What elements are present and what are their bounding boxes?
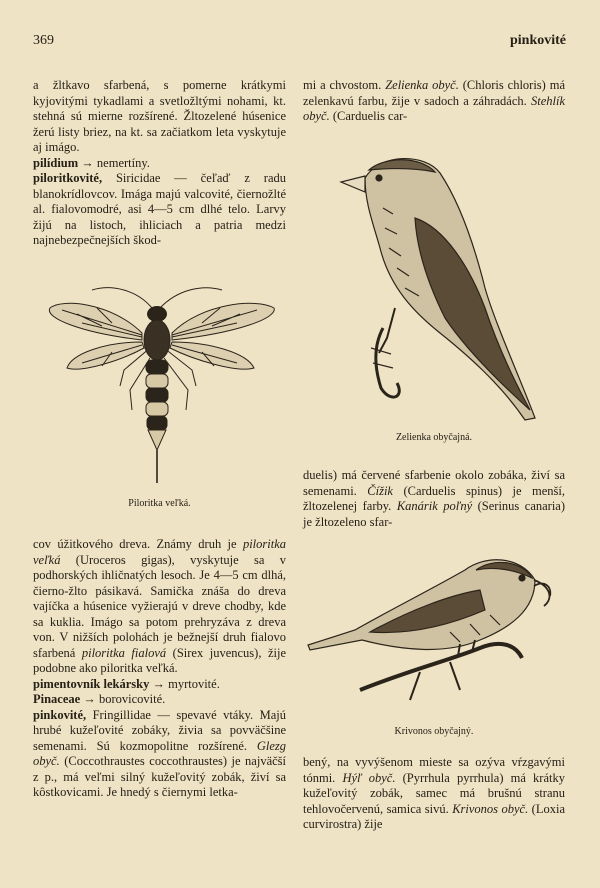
text-run: Fringillidae — spevavé vtáky. Majú hrubé kužeľovité zobáky, živia sa povväčšine semenami. Sú kozmopolitne rozšírené. [33, 707, 287, 753]
paragraph-continuation: a žltkavo sfarbená, s pomerne krátkymi kyjovitými tykadlami a svetložltými nohami, kt. stehná sú mierne rozšírené. Žltozelené húsenice žerú listy briez, na kt. sa začiatkom leta vyskytuje aj imágo. [33, 78, 286, 154]
wasp-illustration [42, 278, 282, 488]
right-column-lower-text [303, 755, 565, 833]
species-name: Glezg obyč. [33, 738, 286, 768]
text-run: (Uroceros gigas), vyskytuje sa v podhorských ihličnatých lesoch. Je 4—5 cm dlhá, čierno-žlto pásikavá. Samička znáša do dreva vajíčka a húsenice vyžierajú v dreve chodby, kde sa kuklia. Imágo sa potom prehryzáva z dreva von. V nižších polohách je bežnejší druh fialovo sfarbená [33, 552, 287, 660]
species-name: Zelienka obyč. [385, 78, 459, 92]
text-run: (Serinus canaria) je žltozeleno sfar- [303, 499, 566, 529]
species-name: Hýľ obyč. [342, 770, 396, 785]
species-name: Stehlík obyč. [303, 93, 565, 123]
entry-term: Pinaceae [33, 692, 81, 706]
text-run: (Coccothraustes coccothraustes) je najväčší z p., má veľmi silný kužeľovitý zobák, živí sa kôstkovicami. Je hnedý s čiernymi letka- [33, 754, 287, 799]
page-number: 369 [33, 33, 54, 48]
entry-term: piloritkovité, [33, 171, 103, 185]
text-run: cov úžitkového dreva. Známy druh je [33, 537, 237, 551]
wasp-drawing [42, 278, 282, 488]
entry-term: pinkovité, [33, 707, 87, 722]
figure-caption-crossbill: Krivonos obyčajný. [394, 726, 474, 737]
entry-term: pilídium [33, 155, 79, 170]
species-name: piloritka fialová [81, 645, 167, 660]
text-run: (Chloris chloris) má zelenkavú farbu, žije v sadoch a záhradách. [303, 78, 565, 108]
entry-term: pimentovník lekársky [33, 676, 150, 691]
species-name: Krivonos obyč. [452, 801, 529, 816]
entry-pilidium [33, 156, 286, 172]
entry-text: → nemertíny. [81, 155, 150, 170]
species-name: Kanárik poľný [396, 499, 473, 513]
entry-text: Siricidae — čeľaď z radu blanokrídlovcov. Imága majú valcovité, čiernožlté al. fialovomodré, asi 4—5 cm dlhé telo. Larvy žijú na listoch, ihliciach a patria medzi najnebezpečnejších škod- [33, 171, 286, 247]
figure-caption-greenfinch: Zelienka obyčajná. [395, 432, 473, 443]
paragraph-uroceros [33, 537, 286, 677]
greenfinch-drawing [335, 148, 545, 428]
entry-pinkovite [33, 708, 286, 801]
entry-pimentovnik [33, 677, 286, 693]
figure-caption-wasp: Piloritka veľká. [128, 498, 191, 509]
paragraph-ciziik [303, 468, 565, 530]
right-column-upper-text [303, 78, 565, 125]
text-run: mi a chvostom. [303, 78, 382, 92]
right-column-middle-text [303, 468, 565, 530]
entry-text: → borovicovité. [83, 692, 166, 706]
left-column-upper-text [33, 78, 286, 249]
text-run: (Pyrrhula pyrrhula) má krátky kužeľovitý zobák, samec má brušnú stranu tehlovočervenú, samica sivú. [303, 770, 565, 816]
text-run: duelis) má červené sfarbenie okolo zobáka, živí sa semenami. [303, 468, 565, 498]
text-run: (Loxia curvirostra) žije [303, 801, 565, 831]
species-name: piloritka veľká [33, 537, 286, 567]
text-run: (Carduelis spinus) je menší, žltozelenej farby. [303, 483, 566, 513]
greenfinch-illustration [335, 148, 545, 428]
left-column-lower-text [33, 537, 286, 801]
text-run: (Sirex juvencus), žije podobne ako piloritka veľká. [33, 645, 287, 675]
entry-piloritkovite [33, 171, 286, 249]
crossbill-drawing [300, 540, 560, 710]
entry-pinaceae [33, 692, 286, 708]
text-run: (Carduelis car- [332, 109, 408, 123]
crossbill-illustration [300, 540, 560, 710]
entry-text: → myrtovité. [152, 676, 220, 691]
species-name: Čížik [367, 483, 393, 498]
running-head: pinkovité [509, 33, 566, 48]
paragraph-zelienka [303, 78, 565, 125]
text-run: bený, na vyvýšenom mieste sa ozýva vŕzgavými tónmi. [303, 755, 565, 785]
paragraph-hyl [303, 755, 565, 833]
